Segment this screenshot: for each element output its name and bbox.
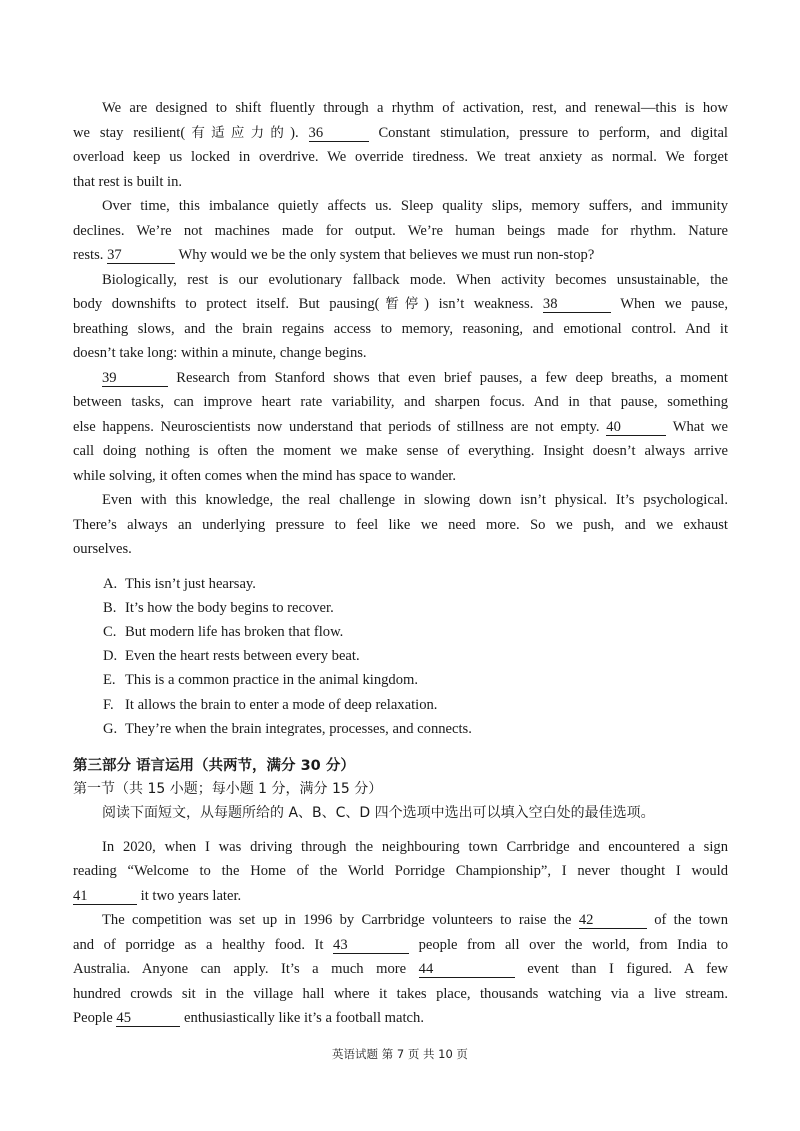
option-letter: E. [103, 672, 116, 689]
option-text: They’re when the brain integrates, processes, and connects. [125, 720, 472, 737]
text-fragment: it two years later. [140, 887, 242, 904]
text-fragment: Research from Stanford shows that even brief pauses, a few deep breaths, a moment [176, 369, 728, 386]
subsection-title: 第一节（共 15 小题；每小题 1 分，满分 15 分） [73, 780, 383, 797]
passage1-paragraph-4 [73, 366, 728, 489]
text-fragment: people from all over the world, from India to [418, 936, 729, 953]
text-line: hundred crowds sit in the village hall where it takes place, thousands watching via a live stream. [73, 985, 728, 1002]
text-line [73, 957, 728, 982]
text-line: breathing slows, and the brain regains access to memory, reasoning, and emotional control. And it [73, 320, 728, 337]
blank-43: 43 [333, 937, 409, 954]
option-letter: G. [103, 720, 118, 737]
text-fragment: ) isn’t weakness. [424, 296, 534, 312]
text-line: ourselves. [73, 541, 132, 557]
option-text: It’s how the body begins to recover. [125, 599, 334, 616]
blank-38: 38 [543, 296, 611, 313]
option-text: Even the heart rests between every beat. [125, 648, 360, 665]
text-fragment: rests. [73, 247, 104, 263]
exam-page [73, 96, 728, 1031]
text-fragment: Constant stimulation, pressure to perform, and digital [378, 124, 728, 141]
passage2-paragraph-1 [73, 835, 728, 909]
text-line: declines. We’re not machines made for output. We’re human beings made for rhythm. Nature [73, 222, 728, 239]
option-letter: D. [103, 648, 118, 665]
text-fragment: event than I figured. A few [527, 961, 728, 978]
blank-39: 39 [102, 370, 168, 387]
text-fragment: Why would we be the only system that believes we must run non-stop? [178, 247, 595, 263]
text-line: call doing nothing is often the moment we make sense of everything. Insight doesn’t always arrive [73, 443, 728, 459]
instructions: 阅读下面短文，从每题所给的 A、B、C、D 四个选项中选出可以填入空白处的最佳选项。 [102, 804, 655, 821]
text-line: In 2020, when I was driving through the neighbouring town Carrbridge and encountered a sign [102, 838, 728, 855]
text-line [73, 1006, 728, 1031]
section-title: 第三部分 语言运用（共两节，满分 30 分） [73, 757, 355, 774]
passage2-paragraph-2 [73, 908, 728, 1031]
passage1-paragraph-2 [73, 194, 728, 268]
blank-42: 42 [579, 912, 647, 929]
text-fragment: body downshifts to protect itself. But pausing( [73, 296, 380, 312]
text-fragment: ). [290, 124, 299, 141]
chinese-gloss: 有适应力的 [185, 124, 291, 141]
blank-41: 41 [73, 888, 137, 905]
text-line: Over time, this imbalance quietly affects us. Sleep quality slips, memory suffers, and immunity [102, 198, 728, 214]
option-g [103, 717, 728, 741]
option-f [103, 693, 728, 717]
option-d [103, 644, 728, 668]
blank-36: 36 [309, 125, 369, 142]
option-letter: A. [103, 575, 118, 592]
text-line: between tasks, can improve heart rate variability, and sharpen focus. And in that pause, something [73, 394, 728, 410]
text-fragment: When we pause, [620, 296, 728, 312]
text-line [73, 121, 728, 146]
text-line: doesn’t take long: within a minute, change begins. [73, 345, 367, 361]
text-fragment: enthusiastically like it’s a football match. [184, 1010, 424, 1027]
page-footer: 英语试题 第 7 页 共 10 页 [332, 1047, 468, 1061]
passage1-paragraph-1 [73, 96, 728, 194]
option-letter: B. [103, 599, 117, 616]
option-text: This isn’t just hearsay. [125, 575, 256, 592]
text-line [73, 933, 728, 958]
text-fragment: The competition was set up in 1996 by Carrbridge volunteers to raise the [102, 912, 572, 929]
text-fragment: Australia. Anyone can apply. It’s a much more [73, 961, 407, 978]
text-line [73, 366, 728, 391]
option-letter: C. [103, 623, 117, 640]
option-text: It allows the brain to enter a mode of deep relaxation. [125, 696, 438, 713]
text-fragment: we stay resilient( [73, 124, 186, 141]
text-line: overload keep us locked in overdrive. We override tiredness. We treat anxiety as normal. We forget [73, 149, 728, 165]
text-line: that rest is built in. [73, 173, 183, 190]
blank-40: 40 [606, 419, 666, 436]
text-line: while solving, it often comes when the mind has space to wander. [73, 467, 457, 484]
blank-37: 37 [107, 247, 175, 264]
text-line: Even with this knowledge, the real challenge in slowing down isn’t physical. It’s psychological. [102, 492, 728, 508]
option-text: But modern life has broken that flow. [125, 623, 344, 640]
option-text: This is a common practice in the animal kingdom. [125, 672, 419, 689]
blank-45: 45 [116, 1010, 180, 1027]
text-line: reading “Welcome to the Home of the World Porridge Championship”, I never thought I would [73, 863, 728, 880]
text-line [73, 292, 728, 317]
text-fragment: People [73, 1010, 113, 1027]
chinese-gloss: 暂停 [379, 296, 425, 312]
text-fragment: of the town [654, 912, 728, 929]
option-b [103, 596, 728, 620]
text-line [73, 243, 728, 268]
text-line: We are designed to shift fluently through a rhythm of activation, rest, and renewal—this is how [102, 100, 728, 116]
text-line [73, 415, 728, 440]
answer-options [73, 572, 728, 741]
option-e [103, 668, 728, 692]
text-line [73, 884, 728, 909]
option-a [103, 572, 728, 596]
text-fragment: and of porridge as a healthy food. It [73, 936, 324, 953]
option-letter: F. [103, 696, 114, 713]
text-fragment: else happens. Neuroscientists now understand that periods of stillness are not empty. [73, 418, 600, 435]
text-fragment: What we [672, 418, 729, 435]
text-line [73, 908, 728, 933]
passage1-paragraph-3 [73, 268, 728, 366]
text-line: There’s always an underlying pressure to feel like we need more. So we push, and we exhaust [73, 516, 728, 533]
text-line: Biologically, rest is our evolutionary fallback mode. When activity becomes unsustainable, the [102, 271, 728, 288]
blank-44: 44 [419, 961, 515, 978]
passage1-paragraph-5 [73, 488, 728, 562]
option-c [103, 620, 728, 644]
